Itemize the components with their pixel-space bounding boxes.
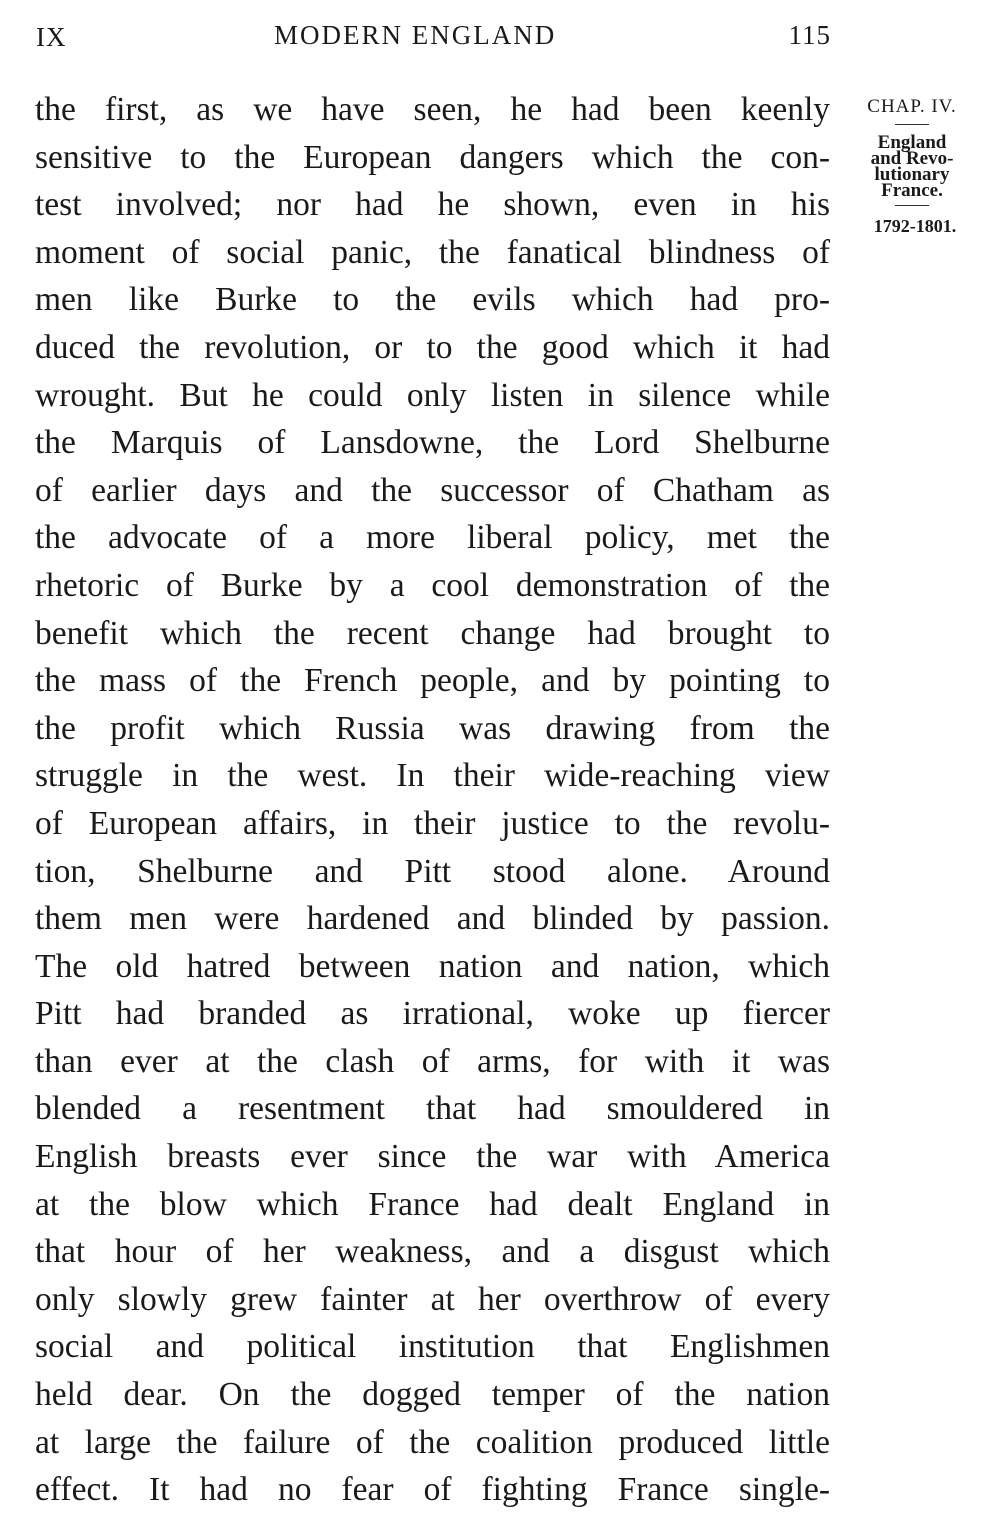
marginal-topic-line: France. — [881, 180, 943, 201]
page-number: 115 — [788, 20, 831, 50]
text-line: rhetoric of Burke by a cool demonstration of the — [35, 566, 830, 604]
running-header — [36, 16, 831, 56]
text-line: held dear. On the dogged temper of the nation — [35, 1376, 830, 1414]
marginal-chapter-label: CHAP. IV. — [867, 96, 957, 117]
text-line: that hour of her weakness, and a disgust which — [35, 1233, 830, 1271]
text-line: only slowly grew fainter at her overthrow of every — [35, 1280, 830, 1318]
text-line: men like Burke to the evils which had pro- — [35, 281, 830, 319]
text-line: than ever at the clash of arms, for with it was — [35, 1042, 830, 1080]
chapter-numeral: IX — [36, 22, 67, 52]
text-line: the first, as we have seen, he had been keenly — [35, 91, 830, 128]
marginal-dates: 1792-1801. — [873, 216, 957, 236]
marginal-topic-line: and Revo- — [870, 148, 954, 169]
text-line: social and political institution that Englishmen — [35, 1328, 830, 1366]
text-line: sensitive to the European dangers which the con- — [35, 138, 830, 176]
text-line: struggle in the west. In their wide-reaching view — [35, 757, 830, 795]
text-line: tion, Shelburne and Pitt stood alone. Around — [35, 852, 830, 890]
running-title: MODERN ENGLAND — [274, 20, 557, 50]
text-line: of earlier days and the successor of Chatham as — [35, 471, 830, 509]
text-line: the profit which Russia was drawing from the — [35, 709, 830, 747]
text-line: wrought. But he could only listen in silence while — [35, 376, 830, 414]
text-line: test involved; nor had he shown, even in his — [35, 186, 830, 224]
marginal-topic-line: lutionary — [874, 164, 950, 185]
text-line: the mass of the French people, and by pointing to — [35, 662, 830, 700]
text-line: blended a resentment that had smouldered in — [35, 1090, 830, 1128]
text-line: of European affairs, in their justice to the revolu- — [35, 804, 830, 842]
text-line: Pitt had branded as irrational, woke up fiercer — [35, 995, 830, 1033]
text-line: The old hatred between nation and nation, which — [35, 947, 830, 985]
text-line: the advocate of a more liberal policy, met the — [35, 519, 830, 557]
text-line: them men were hardened and blinded by passion. — [35, 900, 830, 938]
text-line: moment of social panic, the fanatical blindness of — [35, 233, 830, 271]
text-line: English breasts ever since the war with America — [35, 1138, 830, 1176]
body-text — [35, 86, 830, 1514]
marginal-rule — [895, 124, 929, 125]
text-line: effect. It had no fear of fighting France single- — [35, 1471, 830, 1509]
text-line: the Marquis of Lansdowne, the Lord Shelburne — [35, 424, 830, 462]
text-line: duced the revolution, or to the good which it had — [35, 328, 830, 366]
text-line: at the blow which France had dealt England in — [35, 1185, 830, 1223]
marginal-topic-line: England — [877, 132, 947, 153]
text-line: at large the failure of the coalition produced little — [35, 1423, 830, 1461]
text-line: benefit which the recent change had brought to — [35, 614, 830, 652]
marginal-note — [852, 96, 972, 236]
marginal-rule — [895, 205, 929, 206]
